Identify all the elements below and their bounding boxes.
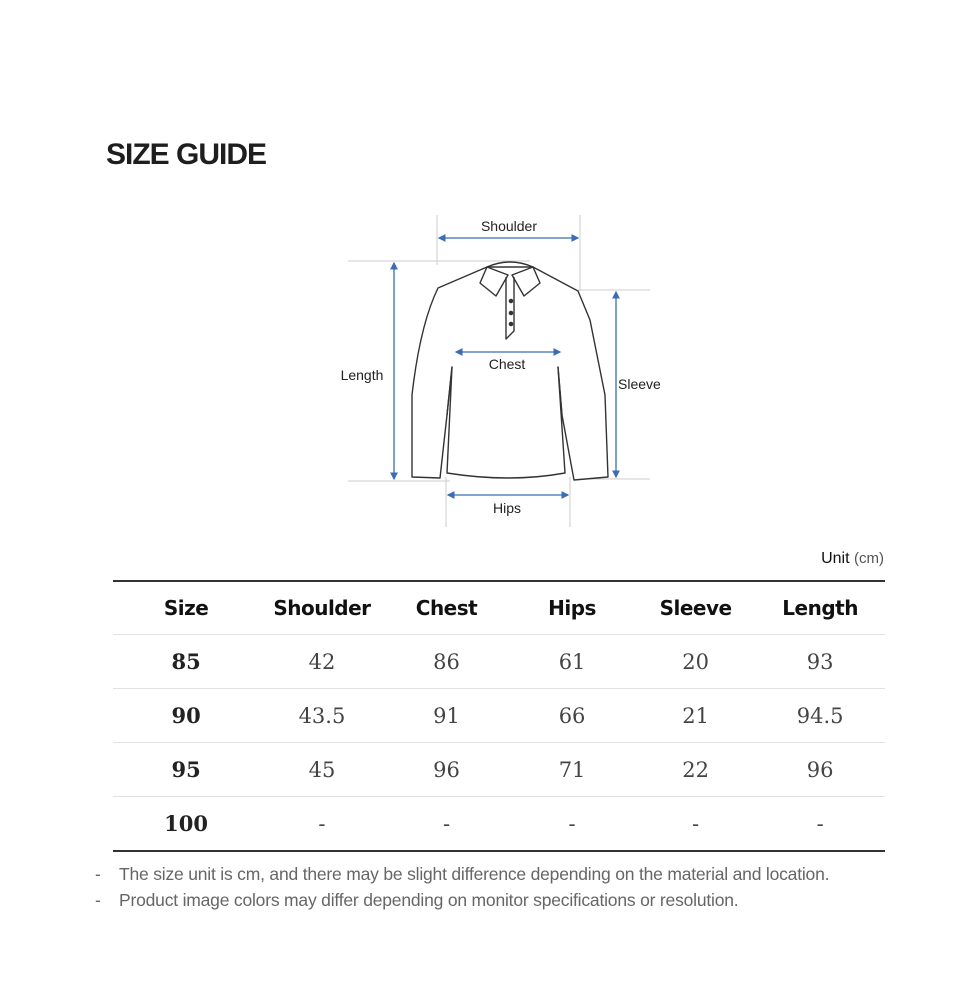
cell-chest: 86 bbox=[385, 635, 509, 689]
header-shoulder: Shoulder bbox=[273, 596, 371, 620]
notes-list bbox=[95, 861, 829, 913]
note-item bbox=[95, 887, 829, 913]
cell-size: 100 bbox=[113, 797, 259, 852]
header-sleeve: Sleeve bbox=[659, 596, 732, 620]
cell-chest: - bbox=[385, 797, 509, 852]
label-chest: Chest bbox=[488, 356, 526, 372]
note-item bbox=[95, 861, 829, 887]
cell-sleeve: 21 bbox=[636, 689, 755, 743]
note-dash: - bbox=[95, 864, 101, 884]
cell-sleeve: 20 bbox=[636, 635, 755, 689]
table-header-row bbox=[113, 581, 885, 635]
cell-shoulder: 42 bbox=[259, 635, 385, 689]
cell-shoulder: 45 bbox=[259, 743, 385, 797]
label-length: Length bbox=[340, 367, 384, 383]
cell-sleeve: 22 bbox=[636, 743, 755, 797]
label-hips: Hips bbox=[492, 500, 522, 516]
size-table bbox=[113, 580, 885, 852]
table-row bbox=[113, 797, 885, 852]
header-size: Size bbox=[163, 596, 209, 620]
cell-hips: 61 bbox=[508, 635, 636, 689]
measurement-diagram bbox=[320, 205, 680, 535]
table-row bbox=[113, 689, 885, 743]
cell-chest: 96 bbox=[385, 743, 509, 797]
cell-size: 90 bbox=[113, 689, 259, 743]
cell-shoulder: - bbox=[259, 797, 385, 852]
header-hips: Hips bbox=[548, 596, 596, 620]
unit-value: (cm) bbox=[854, 550, 884, 567]
table-row bbox=[113, 743, 885, 797]
note-text: Product image colors may differ depending on monitor specifications or resolution. bbox=[119, 890, 739, 910]
note-text: The size unit is cm, and there may be slight difference depending on the material and location. bbox=[119, 864, 830, 884]
page-title: SIZE GUIDE bbox=[106, 138, 267, 171]
cell-length: - bbox=[755, 797, 885, 852]
cell-length: 94.5 bbox=[755, 689, 885, 743]
cell-length: 96 bbox=[755, 743, 885, 797]
cell-hips: 66 bbox=[508, 689, 636, 743]
note-dash: - bbox=[95, 890, 101, 910]
table-row bbox=[113, 635, 885, 689]
header-length: Length bbox=[782, 596, 858, 620]
unit-label bbox=[821, 550, 884, 568]
cell-hips: - bbox=[508, 797, 636, 852]
cell-length: 93 bbox=[755, 635, 885, 689]
cell-shoulder: 43.5 bbox=[259, 689, 385, 743]
cell-sleeve: - bbox=[636, 797, 755, 852]
label-shoulder: Shoulder bbox=[480, 218, 538, 234]
unit-text: Unit bbox=[821, 550, 850, 567]
header-chest: Chest bbox=[415, 596, 478, 620]
label-sleeve: Sleeve bbox=[618, 376, 661, 392]
cell-size: 95 bbox=[113, 743, 259, 797]
cell-hips: 71 bbox=[508, 743, 636, 797]
cell-size: 85 bbox=[113, 635, 259, 689]
cell-chest: 91 bbox=[385, 689, 509, 743]
